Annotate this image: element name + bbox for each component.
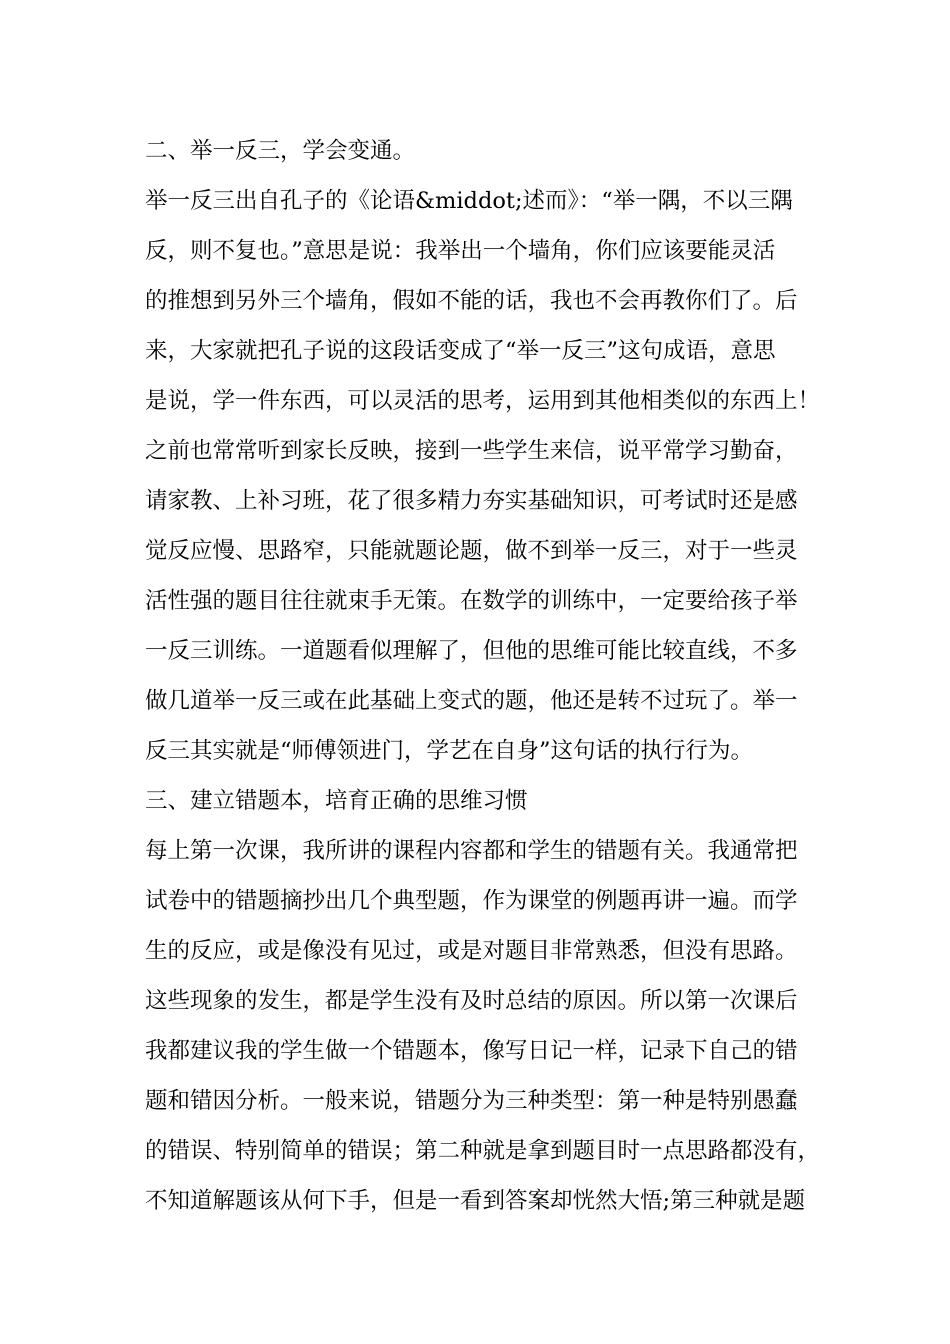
body-line: 做几道举一反三或在此基础上变式的题，他还是转不过玩了。举一 <box>145 688 798 714</box>
section-heading-3: 三、建立错题本，培育正确的思维习惯 <box>145 788 528 814</box>
body-line: 反，则不复也。”意思是说：我举出一个墙角，你们应该要能灵活 <box>145 238 776 264</box>
body-line: 请家教、上补习班，花了很多精力夯实基础知识，可考试时还是感 <box>145 488 798 514</box>
body-line: 反三其实就是“师傅领进门，学艺在自身”这句话的执行行为。 <box>145 738 754 764</box>
body-line: 试卷中的错题摘抄出几个典型题，作为课堂的例题再讲一遍。而学 <box>145 888 798 914</box>
body-line: 每上第一次课，我所讲的课程内容都和学生的错题有关。我通常把 <box>145 838 798 864</box>
body-line: 来，大家就把孔子说的这段话变成了“举一反三”这句成语，意思 <box>145 338 776 364</box>
body-line: 这些现象的发生，都是学生没有及时总结的原因。所以第一次课后 <box>145 988 798 1014</box>
body-line: 题和错因分析。一般来说，错题分为三种类型：第一种是特别愚蠢 <box>145 1088 798 1114</box>
section-heading-2: 二、举一反三，学会变通。 <box>145 138 416 164</box>
body-line: 是说，学一件东西，可以灵活的思考，运用到其他相类似的东西上！ <box>145 388 821 414</box>
body-line: 举一反三出自孔子的《论语&middot;述而》：“举一隅，不以三隅 <box>145 188 793 214</box>
body-line: 不知道解题该从何下手，但是一看到答案却恍然大悟;第三种就是题 <box>145 1188 806 1214</box>
body-line: 活性强的题目往往就束手无策。在数学的训练中，一定要给孩子举 <box>145 588 798 614</box>
body-line: 之前也常常听到家长反映，接到一些学生来信，说平常学习勤奋， <box>145 438 798 464</box>
body-line: 的推想到另外三个墙角，假如不能的话，我也不会再教你们了。后 <box>145 288 798 314</box>
body-line: 的错误、特别简单的错误；第二种就是拿到题目时一点思路都没有， <box>145 1138 821 1164</box>
body-line: 我都建议我的学生做一个错题本，像写日记一样，记录下自己的错 <box>145 1038 798 1064</box>
body-line: 生的反应，或是像没有见过，或是对题目非常熟悉，但没有思路。 <box>145 938 798 964</box>
body-line: 一反三训练。一道题看似理解了，但他的思维可能比较直线，不多 <box>145 638 798 664</box>
body-line: 觉反应慢、思路窄，只能就题论题，做不到举一反三，对于一些灵 <box>145 538 798 564</box>
